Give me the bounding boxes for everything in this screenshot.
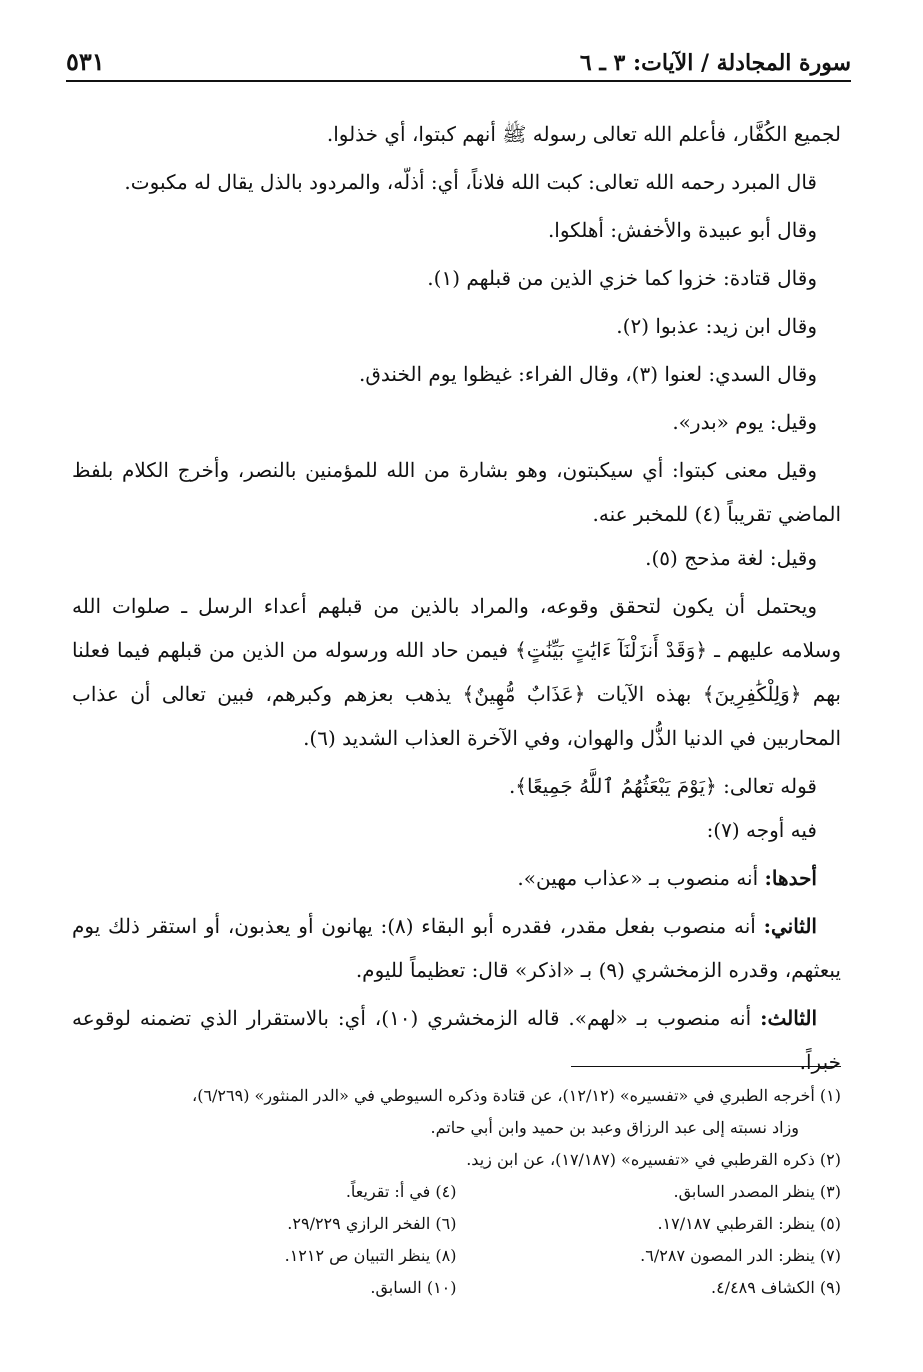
- footnote-3: (٣) ينظر المصدر السابق.: [673, 1182, 841, 1201]
- main-text: [72, 112, 841, 1084]
- point-label: أحدها:: [764, 866, 817, 890]
- footnote-2: (٢) ذكره القرطبي في «تفسيره» (١٧/١٨٧)، عن ابن زيد.: [466, 1150, 841, 1169]
- footnote-divider: [571, 1066, 841, 1067]
- footnote-6: (٦) الفخر الرازي ٢٩/٢٢٩.: [287, 1214, 457, 1233]
- page-number: ٥٣١: [66, 47, 105, 76]
- footnote-1: (١) أخرجه الطبري في «تفسيره» (١٢/١٢)، عن قتادة وذكره السيوطي في «الدر المنثور» (٦/٢٦٩)،: [192, 1086, 841, 1105]
- point-label: الثاني:: [763, 914, 817, 938]
- running-header: [66, 34, 851, 82]
- point-first: [72, 856, 841, 900]
- footnote-10: (١٠) السابق.: [370, 1278, 457, 1297]
- footnote-5: (٥) ينظر: القرطبي ١٧/١٨٧.: [657, 1214, 841, 1233]
- footnote-4: (٤) في أ: تقريعاً.: [345, 1182, 457, 1201]
- paragraph: وقيل: لغة مذحج (٥).: [645, 546, 817, 570]
- paragraph: وقال أبو عبيدة والأخفش: أهلكوا.: [547, 218, 817, 242]
- point-text: أنه منصوب بـ «عذاب مهين».: [517, 866, 765, 890]
- footnote-7: (٧) ينظر: الدر المصون ٦/٢٨٧.: [640, 1246, 841, 1265]
- paragraph: ويحتمل أن يكون لتحقق وقوعه، والمراد بالذين من قبلهم أعداء الرسل ـ صلوات الله وسلامه عليهم ـ ﴿وَقَدْ أَنزَلْنَآ ءَايَٰتٍ بَيِّنَٰتٍ﴾ فيمن حاد الله ورسوله من الذين من قبلهم فيما فعلنا بهم ﴿وَلِلْكَٰفِرِينَ﴾ بهذه الآيات ﴿عَذَابٌ مُّهِينٌ﴾ يذهب بعزهم وكبرهم، فبين تعالى أن عذاب المحاربين في الدنيا الذُّل والهوان، وفي الآخرة العذاب الشديد (٦).: [72, 594, 841, 750]
- paragraph: وقيل معنى كبتوا: أي سيكبتون، وهو بشارة من الله للمؤمنين بالنصر، وأخرج الكلام بلفظ الماضي تقريباً (٤) للمخبر عنه.: [72, 458, 841, 526]
- footnote-1-continued: وزاد نسبته إلى عبد الرزاق وعبد بن حميد وابن أبي حاتم.: [430, 1118, 799, 1137]
- footnotes: [72, 1080, 841, 1304]
- paragraph: فيه أوجه (٧):: [706, 818, 817, 842]
- point-third: [72, 996, 841, 1084]
- paragraph: قال المبرد رحمه الله تعالى: كبت الله فلاناً، أي: أذلّه، والمردود بالذل يقال له مكبوت.: [124, 170, 817, 194]
- footnote-9: (٩) الكشاف ٤/٤٨٩.: [710, 1278, 841, 1297]
- paragraph: وقال قتادة: خزوا كما خزي الذين من قبلهم (١).: [427, 266, 817, 290]
- point-label: الثالث:: [760, 1006, 818, 1030]
- point-text: أنه منصوب بفعل مقدر، فقدره أبو البقاء (٨): يهانون أو يعذبون، أو استقر ذلك يوم يبعثهم، وقدره الزمخشري (٩) بـ «اذكر» قال: تعظيماً لليوم.: [72, 914, 841, 982]
- paragraph: وقال السدي: لعنوا (٣)، وقال الفراء: غيظوا يوم الخندق.: [359, 362, 817, 386]
- paragraph: وقال ابن زيد: عذبوا (٢).: [616, 314, 817, 338]
- paragraph: وقيل: يوم «بدر».: [672, 410, 817, 434]
- point-second: [72, 904, 841, 992]
- footnote-8: (٨) ينظر التبيان ص ١٢١٢.: [284, 1246, 457, 1265]
- chapter-title: سورة المجادلة / الآيات: ٣ ـ ٦: [579, 50, 851, 76]
- paragraph: قوله تعالى: ﴿يَوْمَ يَبْعَثُهُمُ ٱللَّهُ جَمِيعًا﴾.: [508, 774, 817, 798]
- point-text: أنه منصوب بـ «لهم». قاله الزمخشري (١٠)، أي: بالاستقرار الذي تضمنه لوقوعه خبراً.: [72, 1006, 841, 1074]
- paragraph: لجميع الكُفَّار، فأعلم الله تعالى رسوله ﷺ أنهم كبتوا، أي خذلوا.: [326, 122, 841, 146]
